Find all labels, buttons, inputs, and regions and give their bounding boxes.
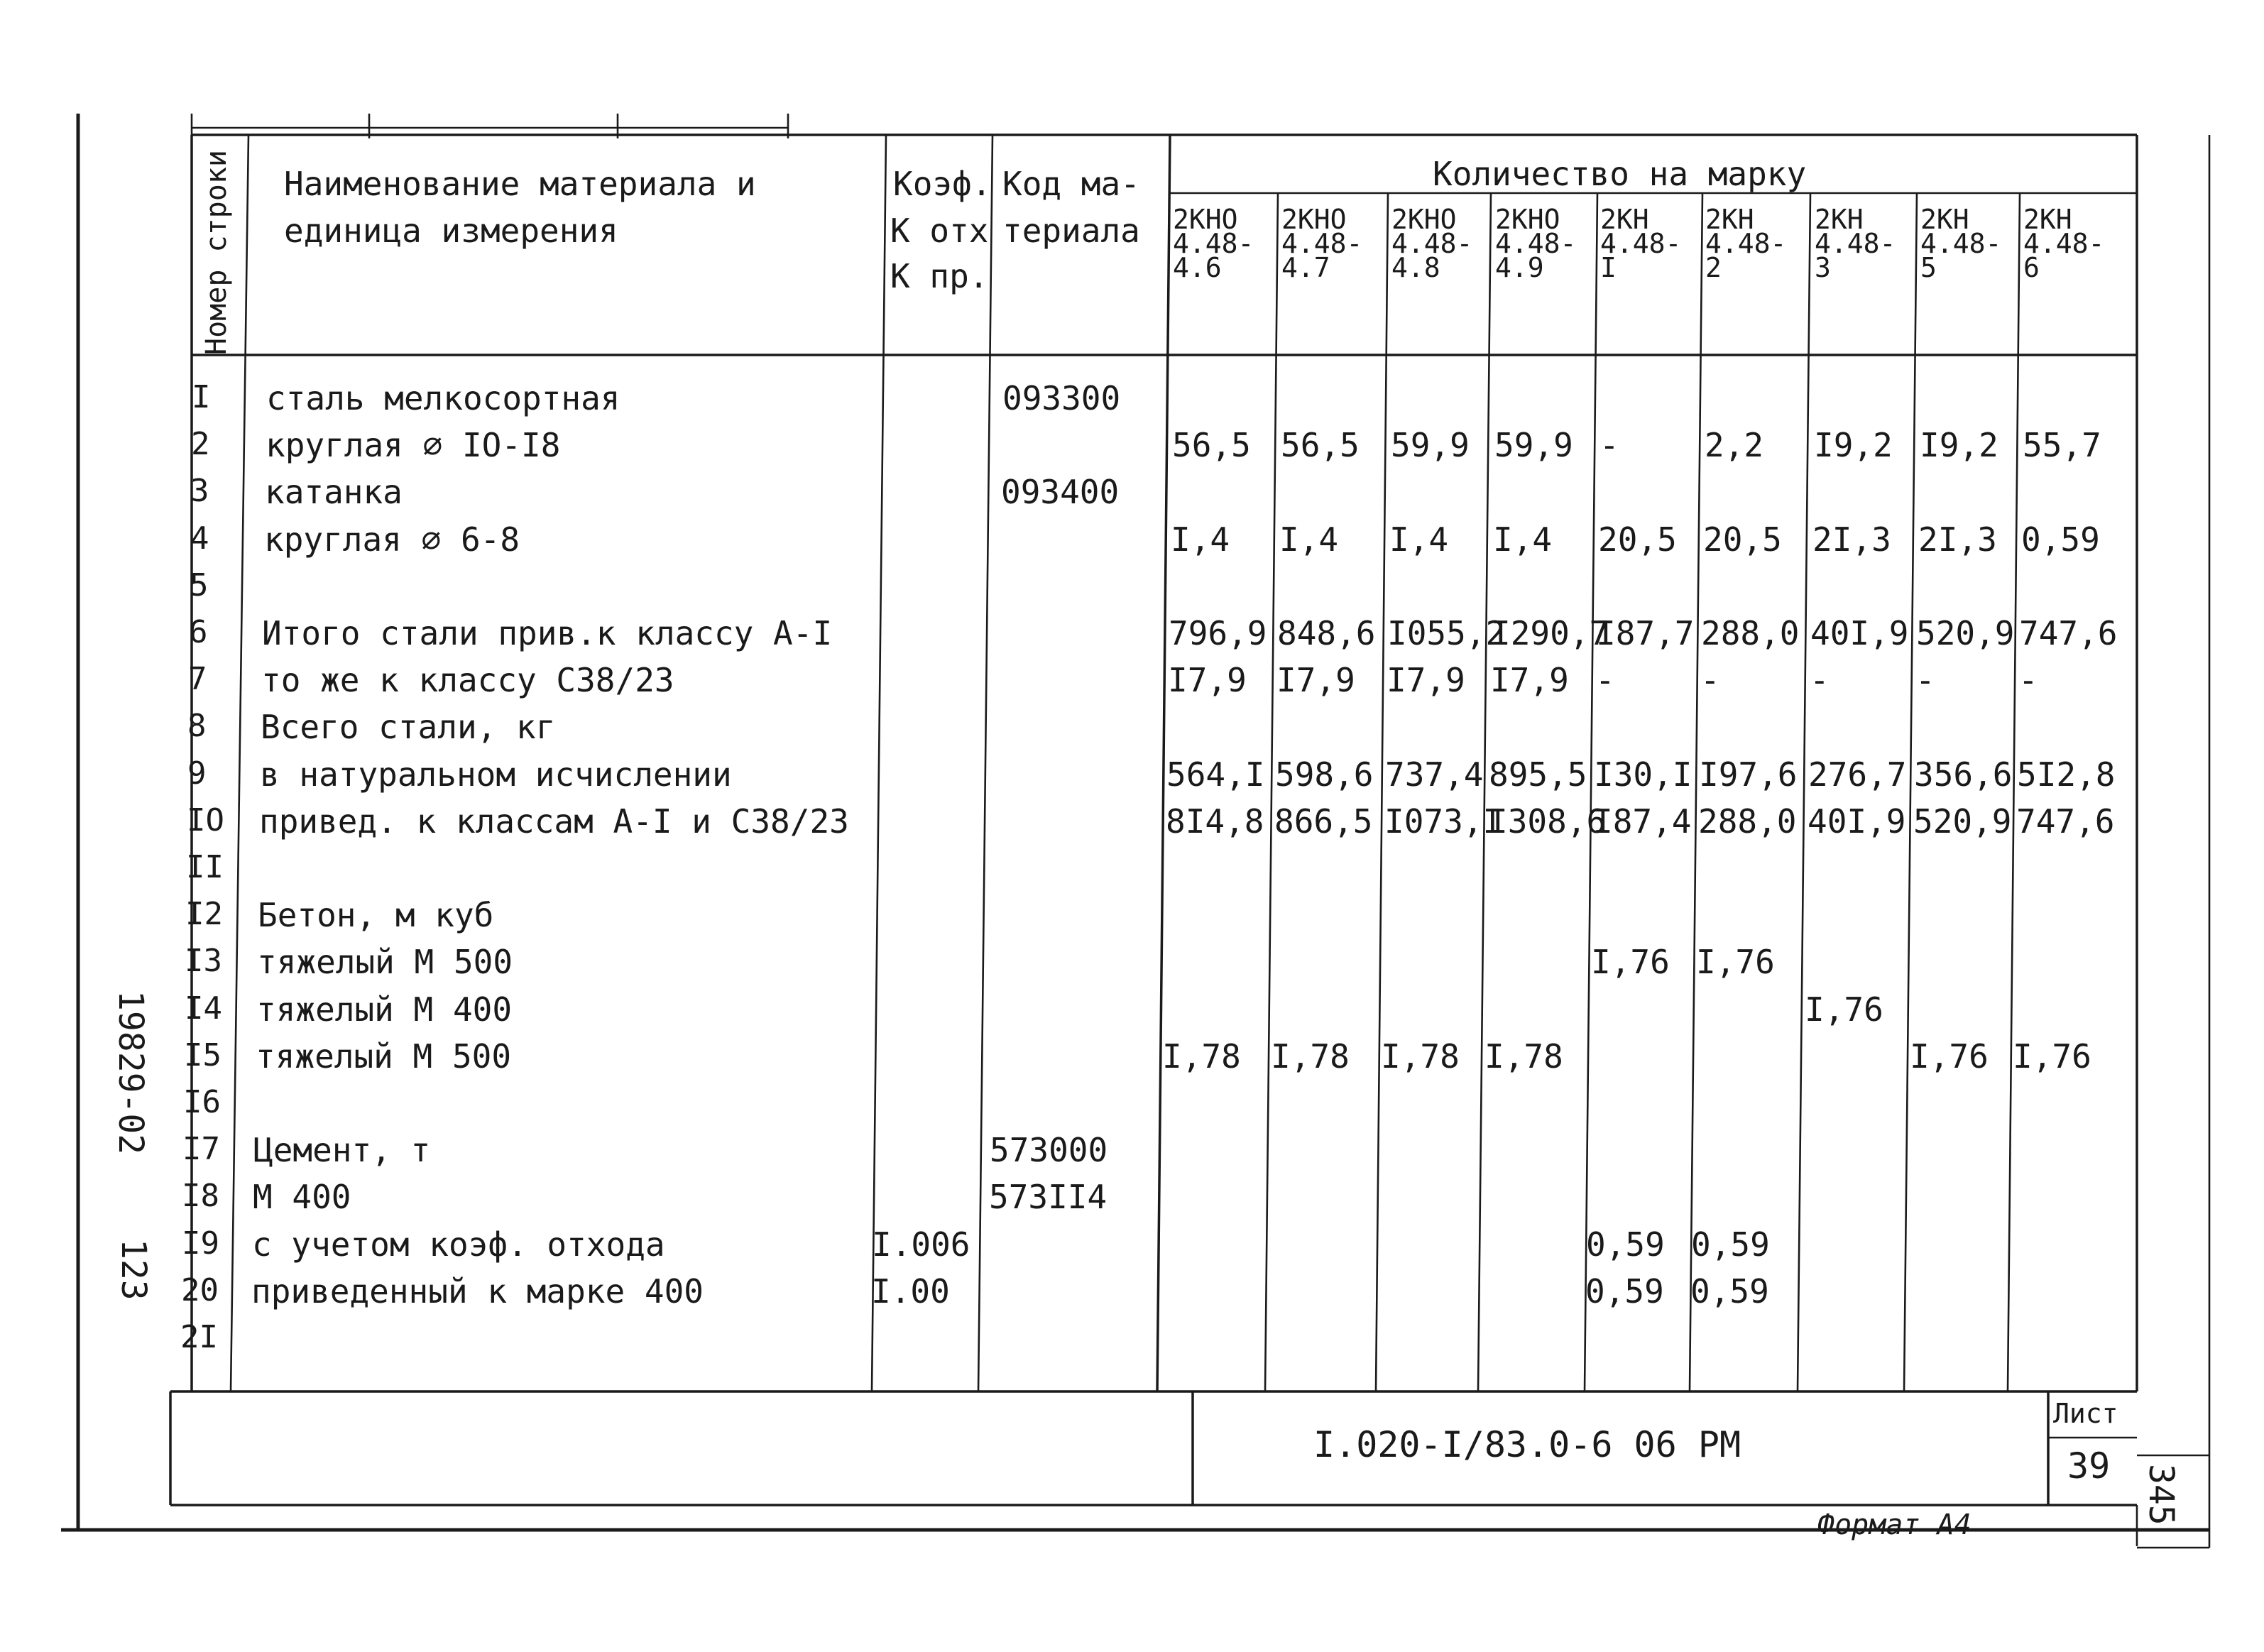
sheet-label: Лист xyxy=(2053,1398,2118,1429)
brand-header-4-l3: 4.9 xyxy=(1495,252,1544,283)
row-number: IO xyxy=(187,802,224,838)
row-value-col9: 0,59 xyxy=(2021,520,2100,559)
row-number: I2 xyxy=(185,896,223,932)
brand-header-5-l3: I xyxy=(1600,252,1617,283)
row-value-col8: 2I,3 xyxy=(1918,520,1997,559)
brand-header-8-l1: 2КН xyxy=(1920,204,1969,235)
header-coef-line1: Коэф. xyxy=(893,165,992,203)
row-value-col1: 796,9 xyxy=(1169,614,1267,652)
row-name: тяжелый М 500 xyxy=(256,1037,512,1076)
header-quantity: Количество на марку xyxy=(1433,155,1807,193)
row-value-col6: 288,0 xyxy=(1701,614,1800,652)
row-value-col7: 276,7 xyxy=(1808,755,1907,794)
row-value-col8: 356,6 xyxy=(1914,755,2013,794)
row-number: I3 xyxy=(185,943,222,979)
row-value-col3: 737,4 xyxy=(1385,755,1484,794)
brand-header-3-l2: 4.48- xyxy=(1391,228,1473,259)
row-value-col3: I7,9 xyxy=(1387,661,1465,699)
sheet-number: 39 xyxy=(2067,1445,2111,1487)
row-name: круглая ∅ 6-8 xyxy=(264,520,520,559)
brand-header-9-l3: 6 xyxy=(2023,252,2040,283)
row-value-col2: I,78 xyxy=(1271,1037,1350,1076)
row-value-col5: - xyxy=(1599,426,1619,464)
row-number: I4 xyxy=(185,990,222,1027)
row-number: 20 xyxy=(181,1272,219,1308)
row-value-col6: 0,59 xyxy=(1690,1272,1769,1311)
row-value-col1: 564,I xyxy=(1166,755,1265,794)
row-value-col3: I,78 xyxy=(1381,1037,1460,1076)
brand-header-2-l2: 4.48- xyxy=(1281,228,1363,259)
row-name: тяжелый М 500 xyxy=(257,943,513,981)
row-name: то же к классу С38/23 xyxy=(261,661,674,699)
row-value-col2: 598,6 xyxy=(1275,755,1374,794)
row-value-col6: I97,6 xyxy=(1699,755,1798,794)
brand-header-8-l2: 4.48- xyxy=(1920,228,2002,259)
row-coef: I.006 xyxy=(872,1225,970,1264)
row-value-col9: 5I2,8 xyxy=(2017,755,2116,794)
sheet-mark: 123 xyxy=(114,1239,153,1301)
row-coef: I.00 xyxy=(871,1272,950,1311)
row-value-col1: 8I4,8 xyxy=(1166,802,1264,841)
row-name: привед. к классам А-I и С38/23 xyxy=(259,802,849,841)
row-name: с учетом коэф. отхода xyxy=(252,1225,665,1264)
row-number: I6 xyxy=(183,1084,221,1120)
brand-header-4-l1: 2КНО xyxy=(1495,204,1560,235)
row-value-col7: I9,2 xyxy=(1814,426,1893,464)
row-value-col6: 288,0 xyxy=(1698,802,1797,841)
brand-header-5-l2: 4.48- xyxy=(1600,228,1682,259)
row-value-col9: I,76 xyxy=(2013,1037,2091,1076)
row-value-col2: I7,9 xyxy=(1276,661,1355,699)
row-number: 2 xyxy=(191,426,210,462)
row-value-col4: I308,6 xyxy=(1488,802,1607,841)
row-number: II xyxy=(186,849,224,885)
brand-header-9-l1: 2КН xyxy=(2023,204,2072,235)
row-number: 3 xyxy=(190,473,209,509)
brand-header-8-l3: 5 xyxy=(1920,252,1937,283)
brand-header-1-l2: 4.48- xyxy=(1173,228,1254,259)
brand-header-6-l3: 2 xyxy=(1705,252,1722,283)
row-code: 573000 xyxy=(990,1131,1108,1169)
row-value-col7: 40I,9 xyxy=(1808,802,1906,841)
row-value-col6: 0,59 xyxy=(1691,1225,1770,1264)
row-name: М 400 xyxy=(253,1178,351,1216)
row-number: I7 xyxy=(182,1131,220,1167)
row-value-col3: I055,2 xyxy=(1387,614,1506,652)
row-name: в натуральном исчислении xyxy=(260,755,732,794)
row-number: I9 xyxy=(182,1225,219,1262)
row-value-col5: I30,I xyxy=(1594,755,1692,794)
header-row-number: Номер строки xyxy=(200,150,233,355)
row-code: 093300 xyxy=(1002,379,1121,417)
row-name: Итого стали прив.к классу А-I xyxy=(262,614,833,652)
row-value-col4: 895,5 xyxy=(1489,755,1587,794)
row-value-col6: - xyxy=(1700,661,1720,699)
row-name: катанка xyxy=(265,473,403,511)
format-label: Формат А4 xyxy=(1817,1509,1972,1541)
row-value-col7: I,76 xyxy=(1805,990,1883,1029)
brand-header-1-l3: 4.6 xyxy=(1173,252,1222,283)
row-value-col4: I7,9 xyxy=(1490,661,1569,699)
row-value-col8: 520,9 xyxy=(1916,614,2015,652)
row-value-col5: I87,4 xyxy=(1593,802,1692,841)
brand-header-7-l3: 3 xyxy=(1815,252,1831,283)
row-name: приведенный к марке 400 xyxy=(251,1272,704,1311)
row-value-col5: 20,5 xyxy=(1598,520,1677,559)
row-name: тяжелый М 400 xyxy=(256,990,513,1029)
row-number: I xyxy=(192,379,211,415)
inventory-number: 19829-02 xyxy=(111,990,151,1155)
row-value-col3: 59,9 xyxy=(1391,426,1470,464)
header-coef-line3: К пр. xyxy=(890,257,989,295)
row-number: 6 xyxy=(189,614,208,650)
brand-header-6-l2: 4.48- xyxy=(1705,228,1787,259)
row-value-col3: I073,I xyxy=(1384,802,1503,841)
row-value-col1: I,78 xyxy=(1162,1037,1241,1076)
row-code: 573II4 xyxy=(989,1178,1108,1216)
header-code-line2: териала xyxy=(1002,212,1140,250)
row-value-col8: I,76 xyxy=(1910,1037,1989,1076)
row-value-col8: - xyxy=(1915,661,1935,699)
header-code-line1: Код ма- xyxy=(1002,165,1140,203)
row-value-col1: 56,5 xyxy=(1172,426,1251,464)
row-value-col8: I9,2 xyxy=(1920,426,1998,464)
row-number: 5 xyxy=(190,567,209,603)
brand-header-2-l1: 2КНО xyxy=(1281,204,1347,235)
brand-header-9-l2: 4.48- xyxy=(2023,228,2105,259)
brand-header-7-l1: 2КН xyxy=(1815,204,1864,235)
row-value-col7: - xyxy=(1810,661,1830,699)
row-name: Всего стали, кг xyxy=(261,708,556,746)
brand-header-5-l1: 2КН xyxy=(1600,204,1649,235)
row-value-col2: 56,5 xyxy=(1281,426,1360,464)
row-value-col2: 848,6 xyxy=(1277,614,1376,652)
row-code: 093400 xyxy=(1001,473,1120,511)
row-value-col4: 59,9 xyxy=(1494,426,1573,464)
row-value-col5: 0,59 xyxy=(1585,1272,1664,1311)
row-number: I5 xyxy=(184,1037,222,1073)
row-value-col6: 2,2 xyxy=(1705,426,1764,464)
row-name: сталь мелкосортная xyxy=(266,379,620,417)
row-value-col1: I7,9 xyxy=(1168,661,1247,699)
row-value-col9: - xyxy=(2018,661,2038,699)
row-value-col7: 2I,3 xyxy=(1812,520,1891,559)
row-value-col9: 747,6 xyxy=(2019,614,2118,652)
row-value-col4: I,4 xyxy=(1493,520,1553,559)
header-name-line2: единица измерения xyxy=(284,212,618,250)
row-value-col4: I,78 xyxy=(1484,1037,1563,1076)
brand-header-7-l2: 4.48- xyxy=(1815,228,1896,259)
row-value-col6: I,76 xyxy=(1696,943,1775,981)
row-number: 4 xyxy=(190,520,209,557)
row-value-col8: 520,9 xyxy=(1913,802,2012,841)
header-name-line1: Наименование материала и xyxy=(284,165,756,203)
brand-header-2-l3: 4.7 xyxy=(1281,252,1330,283)
row-value-col5: 0,59 xyxy=(1586,1225,1665,1264)
row-name: Цемент, т xyxy=(253,1131,431,1169)
brand-header-1-l1: 2КНО xyxy=(1173,204,1238,235)
page-number: 345 xyxy=(2141,1464,2181,1526)
row-value-col5: I,76 xyxy=(1591,943,1670,981)
row-value-col4: I290,7 xyxy=(1491,614,1609,652)
brand-header-4-l2: 4.48- xyxy=(1495,228,1577,259)
row-number: I8 xyxy=(182,1178,219,1214)
row-value-col1: I,4 xyxy=(1171,520,1230,559)
row-number: 2I xyxy=(180,1319,218,1355)
row-value-col6: 20,5 xyxy=(1703,520,1782,559)
document-code: I.020-I/83.0-6 06 РМ xyxy=(1313,1424,1741,1465)
row-value-col5: - xyxy=(1595,661,1615,699)
row-number: 7 xyxy=(188,661,207,697)
row-value-col2: I,4 xyxy=(1279,520,1339,559)
row-value-col9: 747,6 xyxy=(2016,802,2115,841)
brand-header-3-l1: 2КНО xyxy=(1391,204,1457,235)
row-number: 9 xyxy=(187,755,207,792)
row-name: круглая ∅ IO-I8 xyxy=(266,426,561,464)
row-number: 8 xyxy=(187,708,207,744)
row-value-col9: 55,7 xyxy=(2023,426,2101,464)
row-value-col7: 40I,9 xyxy=(1810,614,1909,652)
brand-header-6-l1: 2КН xyxy=(1705,204,1754,235)
row-value-col3: I,4 xyxy=(1389,520,1449,559)
row-value-col5: I87,7 xyxy=(1596,614,1695,652)
header-coef-line2: К отх xyxy=(890,212,989,250)
row-name: Бетон, м куб xyxy=(258,896,494,934)
brand-header-3-l3: 4.8 xyxy=(1391,252,1440,283)
row-value-col2: 866,5 xyxy=(1274,802,1373,841)
